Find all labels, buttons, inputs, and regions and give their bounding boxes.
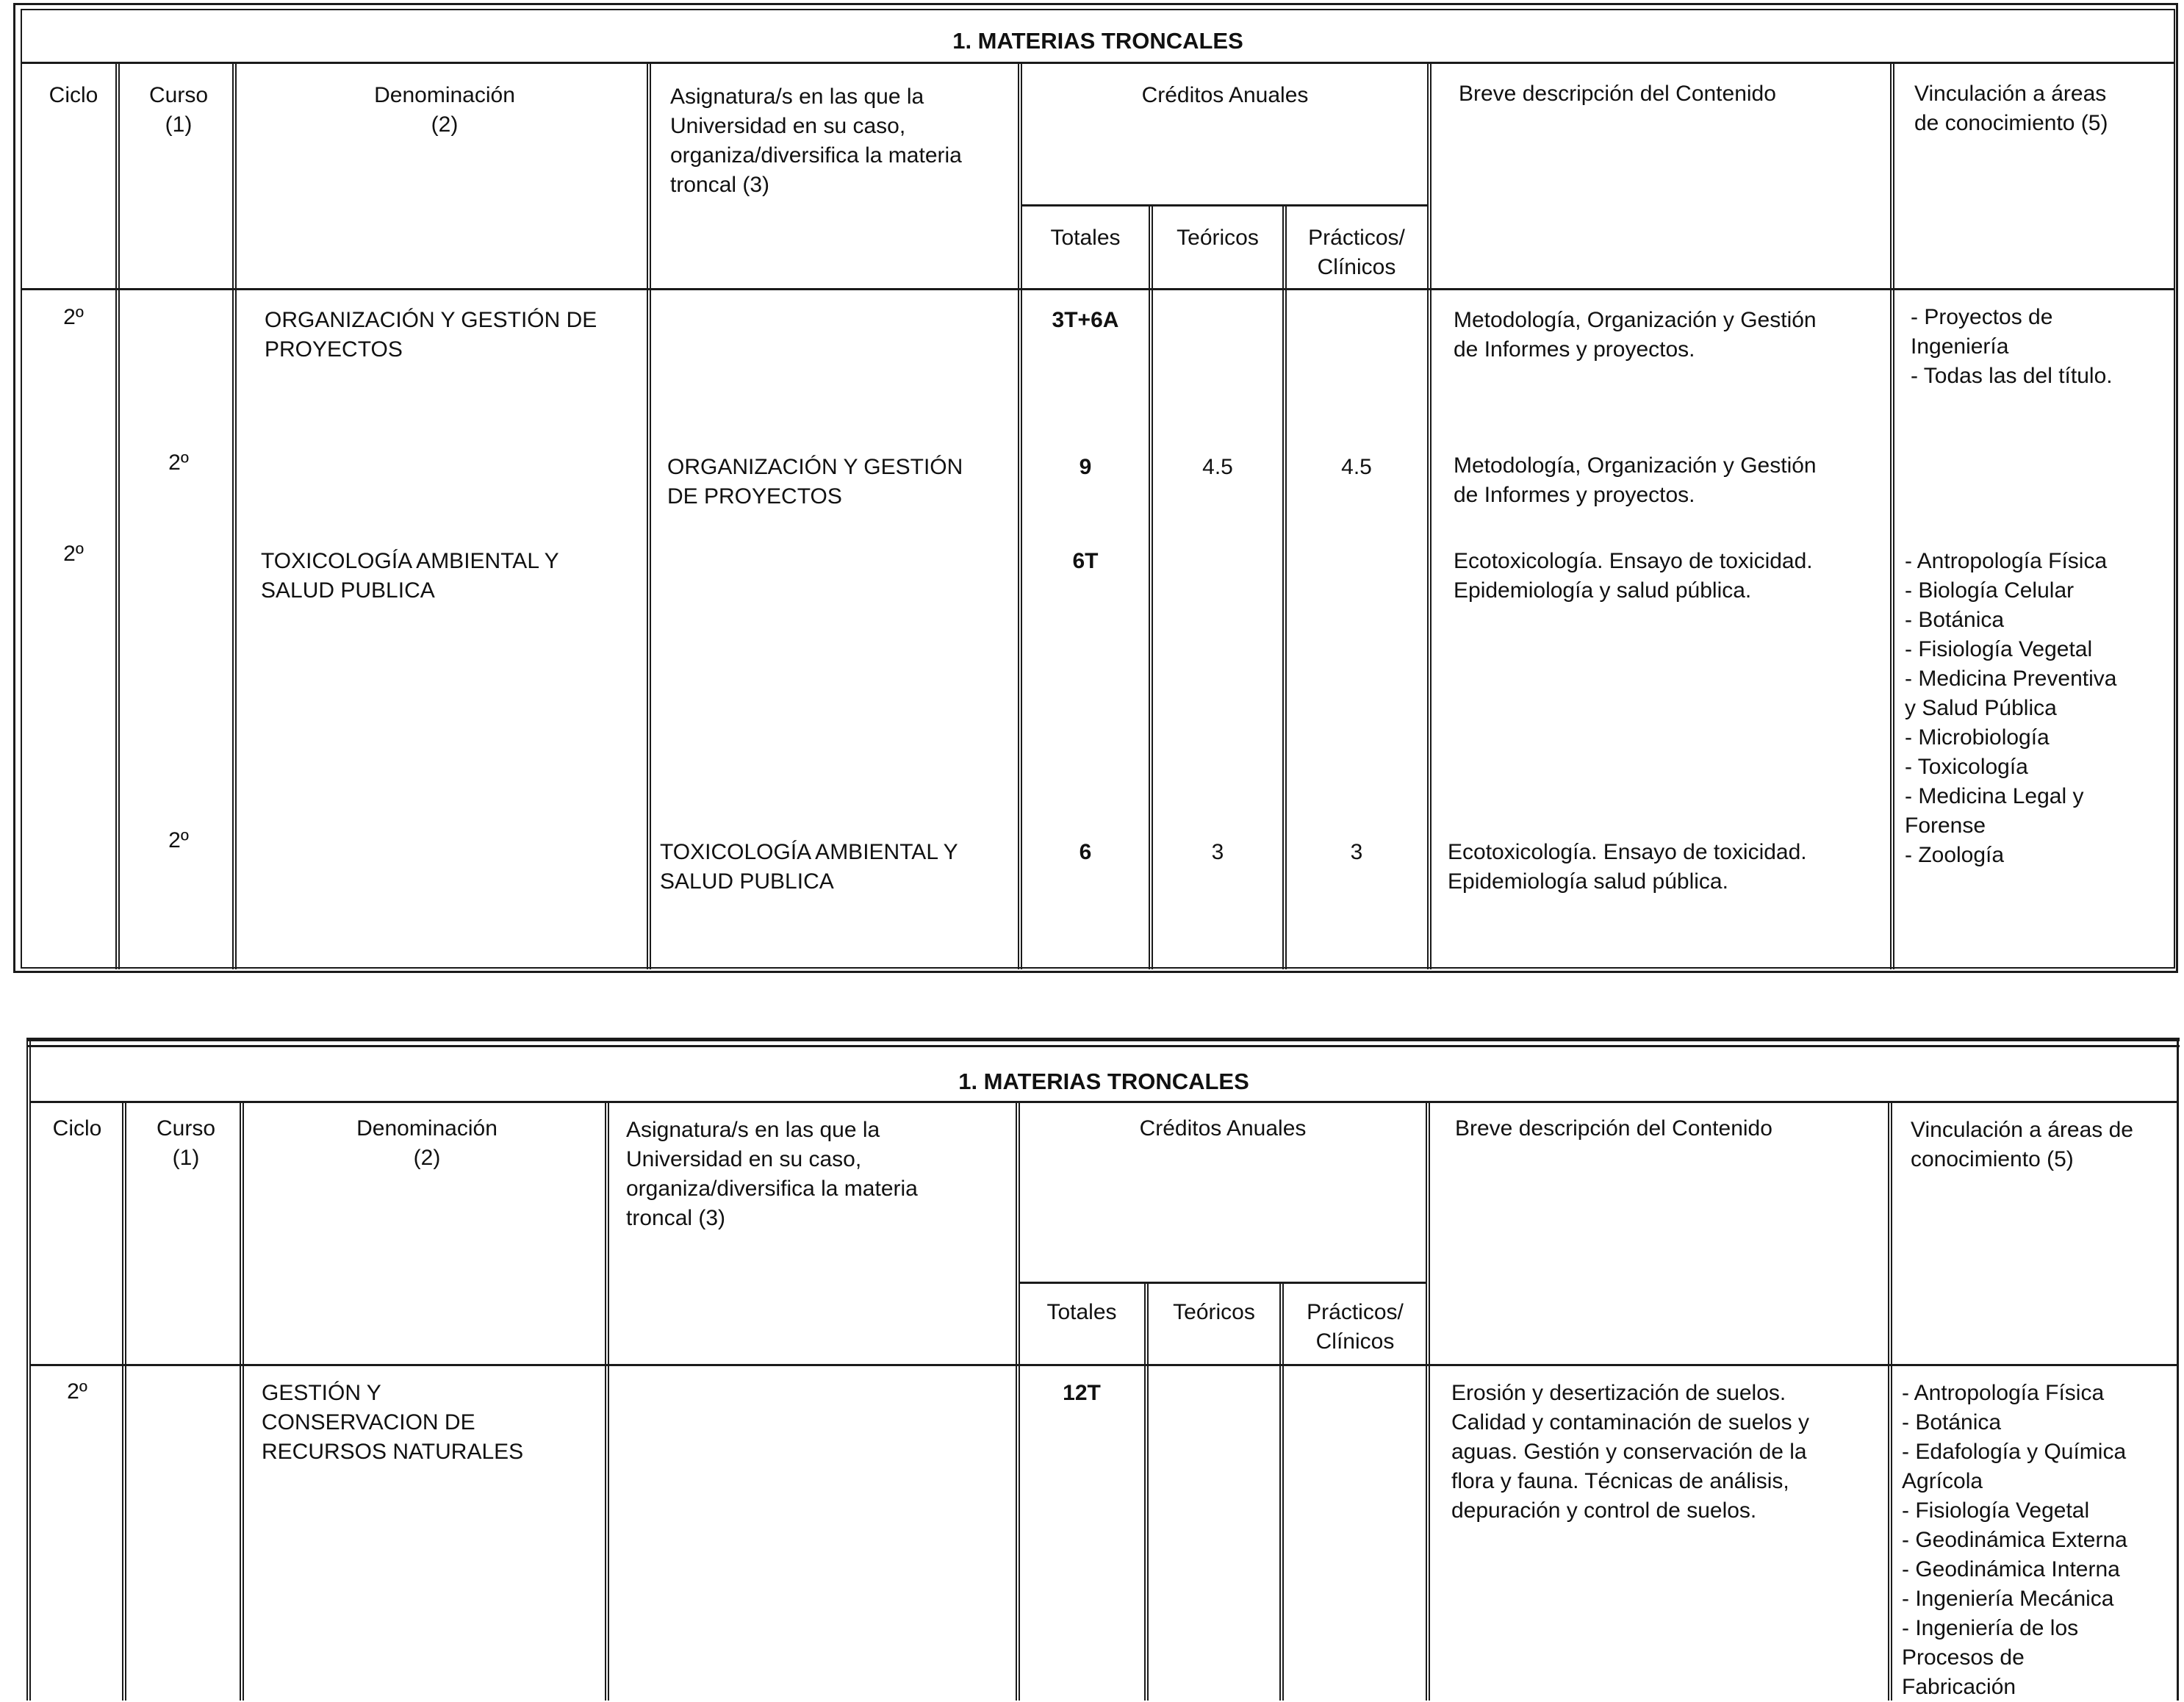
title-divider bbox=[29, 1101, 2178, 1103]
cell-teoricos: 3 bbox=[1211, 840, 1224, 864]
cell-totales: 6T bbox=[1072, 549, 1099, 573]
cell-descripcion: Ecotoxicología. Ensayo de toxicidad. Epidemiología salud pública. bbox=[1448, 840, 1807, 894]
header-totales: Totales bbox=[1046, 1300, 1117, 1324]
header-descripcion: Breve descripción del Contenido bbox=[1455, 1116, 1772, 1141]
cell-curso: 2º bbox=[168, 450, 189, 475]
cell-totales: 9 bbox=[1079, 455, 1092, 479]
cell-ciclo: 2º bbox=[63, 542, 84, 566]
col-line bbox=[1426, 1102, 1430, 1701]
col-line bbox=[1144, 1282, 1149, 1701]
cell-totales: 6 bbox=[1079, 840, 1092, 864]
col-line bbox=[232, 63, 237, 969]
cell-descripcion: Metodología, Organización y Gestión de Informes y proyectos. bbox=[1454, 308, 1817, 362]
header-practicos: Prácticos/ Clínicos bbox=[1307, 1300, 1404, 1354]
cell-vinculacion: - Antropología Física - Biología Celular - Botánica - Fisiología Vegetal - Medicina Preventiva y Salud Pública - Microbiología - Toxicología - Medicina Legal y Forense - Zoología bbox=[1905, 549, 2117, 867]
cell-totales: 3T+6A bbox=[1052, 308, 1119, 332]
header-teoricos: Teóricos bbox=[1173, 1300, 1255, 1324]
table-title: 1. MATERIAS TRONCALES bbox=[958, 1069, 1249, 1094]
cell-vinculacion: - Proyectos de Ingeniería - Todas las del título. bbox=[1911, 305, 2113, 388]
header-totales: Totales bbox=[1050, 226, 1121, 250]
cell-asignatura: ORGANIZACIÓN Y GESTIÓN DE PROYECTOS bbox=[667, 455, 963, 509]
header-asignatura: Asignatura/s en las que la Universidad en su caso, organiza/diversifica la materia troncal (3) bbox=[670, 85, 962, 197]
cell-ciclo: 2º bbox=[63, 305, 84, 329]
cell-denominacion: GESTIÓN Y CONSERVACION DE RECURSOS NATURALES bbox=[262, 1381, 524, 1464]
cell-practicos: 3 bbox=[1350, 840, 1363, 864]
col-line bbox=[1888, 1102, 1892, 1701]
cell-denominacion: ORGANIZACIÓN Y GESTIÓN DE PROYECTOS bbox=[265, 308, 597, 362]
cell-totales: 12T bbox=[1063, 1381, 1101, 1405]
table-title: 1. MATERIAS TRONCALES bbox=[952, 28, 1243, 54]
header-curso: Curso (1) bbox=[156, 1116, 216, 1170]
cell-descripcion: Metodología, Organización y Gestión de Informes y proyectos. bbox=[1454, 453, 1817, 507]
credits-subheader-line bbox=[1019, 1282, 1427, 1284]
cell-descripcion: Ecotoxicología. Ensayo de toxicidad. Epidemiología y salud pública. bbox=[1454, 549, 1813, 603]
header-curso: Curso (1) bbox=[148, 83, 209, 137]
header-descripcion: Breve descripción del Contenido bbox=[1459, 82, 1776, 106]
header-bottom-line bbox=[29, 1364, 2178, 1366]
header-ciclo: Ciclo bbox=[52, 1116, 102, 1141]
table-top-line bbox=[26, 1038, 2180, 1041]
table-top-line-inner bbox=[26, 1045, 2180, 1047]
header-vinculacion: Vinculación a áreas de conocimiento (5) bbox=[1911, 1118, 2133, 1171]
cell-vinculacion: - Antropología Física - Botánica - Edafología y Química Agrícola - Fisiología Vegetal - Geodinámica Externa - Geodinámica Interna - Ingeniería Mecánica - Ingeniería de los Procesos de Fabricación bbox=[1902, 1381, 2127, 1699]
header-denominacion: Denominación (2) bbox=[374, 83, 515, 137]
header-denominacion: Denominación (2) bbox=[356, 1116, 497, 1170]
cell-curso: 2º bbox=[168, 828, 189, 852]
cell-descripcion: Erosión y desertización de suelos. Calidad y contaminación de suelos y aguas. Gestión y conservación de la flora y fauna. Técnicas de análisis, depuración y control de suelos. bbox=[1451, 1381, 1809, 1523]
col-line bbox=[605, 1102, 609, 1701]
header-asignatura: Asignatura/s en las que la Universidad en su caso, organiza/diversifica la materia troncal (3) bbox=[626, 1118, 918, 1230]
cell-asignatura: TOXICOLOGÍA AMBIENTAL Y SALUD PUBLICA bbox=[660, 840, 958, 894]
col-line bbox=[1890, 63, 1894, 969]
table-materias-troncales-2 bbox=[0, 1029, 2184, 1701]
header-bottom-line bbox=[21, 288, 2175, 290]
cell-ciclo: 2º bbox=[67, 1379, 87, 1404]
col-line bbox=[1427, 63, 1432, 969]
col-line bbox=[1018, 63, 1022, 969]
header-creditos: Créditos Anuales bbox=[1141, 83, 1309, 107]
header-teoricos: Teóricos bbox=[1177, 226, 1259, 250]
header-ciclo: Ciclo bbox=[49, 83, 98, 107]
header-practicos: Prácticos/ Clínicos bbox=[1308, 226, 1405, 279]
header-vinculacion: Vinculación a áreas de conocimiento (5) bbox=[1914, 82, 2108, 135]
cell-teoricos: 4.5 bbox=[1202, 455, 1233, 479]
cell-practicos: 4.5 bbox=[1341, 455, 1372, 479]
credits-subheader-line bbox=[1021, 204, 1429, 207]
title-divider bbox=[21, 62, 2175, 64]
col-line bbox=[647, 63, 651, 969]
cell-denominacion: TOXICOLOGÍA AMBIENTAL Y SALUD PUBLICA bbox=[261, 549, 559, 603]
col-line bbox=[240, 1102, 244, 1701]
col-line bbox=[115, 63, 120, 969]
header-creditos: Créditos Anuales bbox=[1139, 1116, 1307, 1141]
